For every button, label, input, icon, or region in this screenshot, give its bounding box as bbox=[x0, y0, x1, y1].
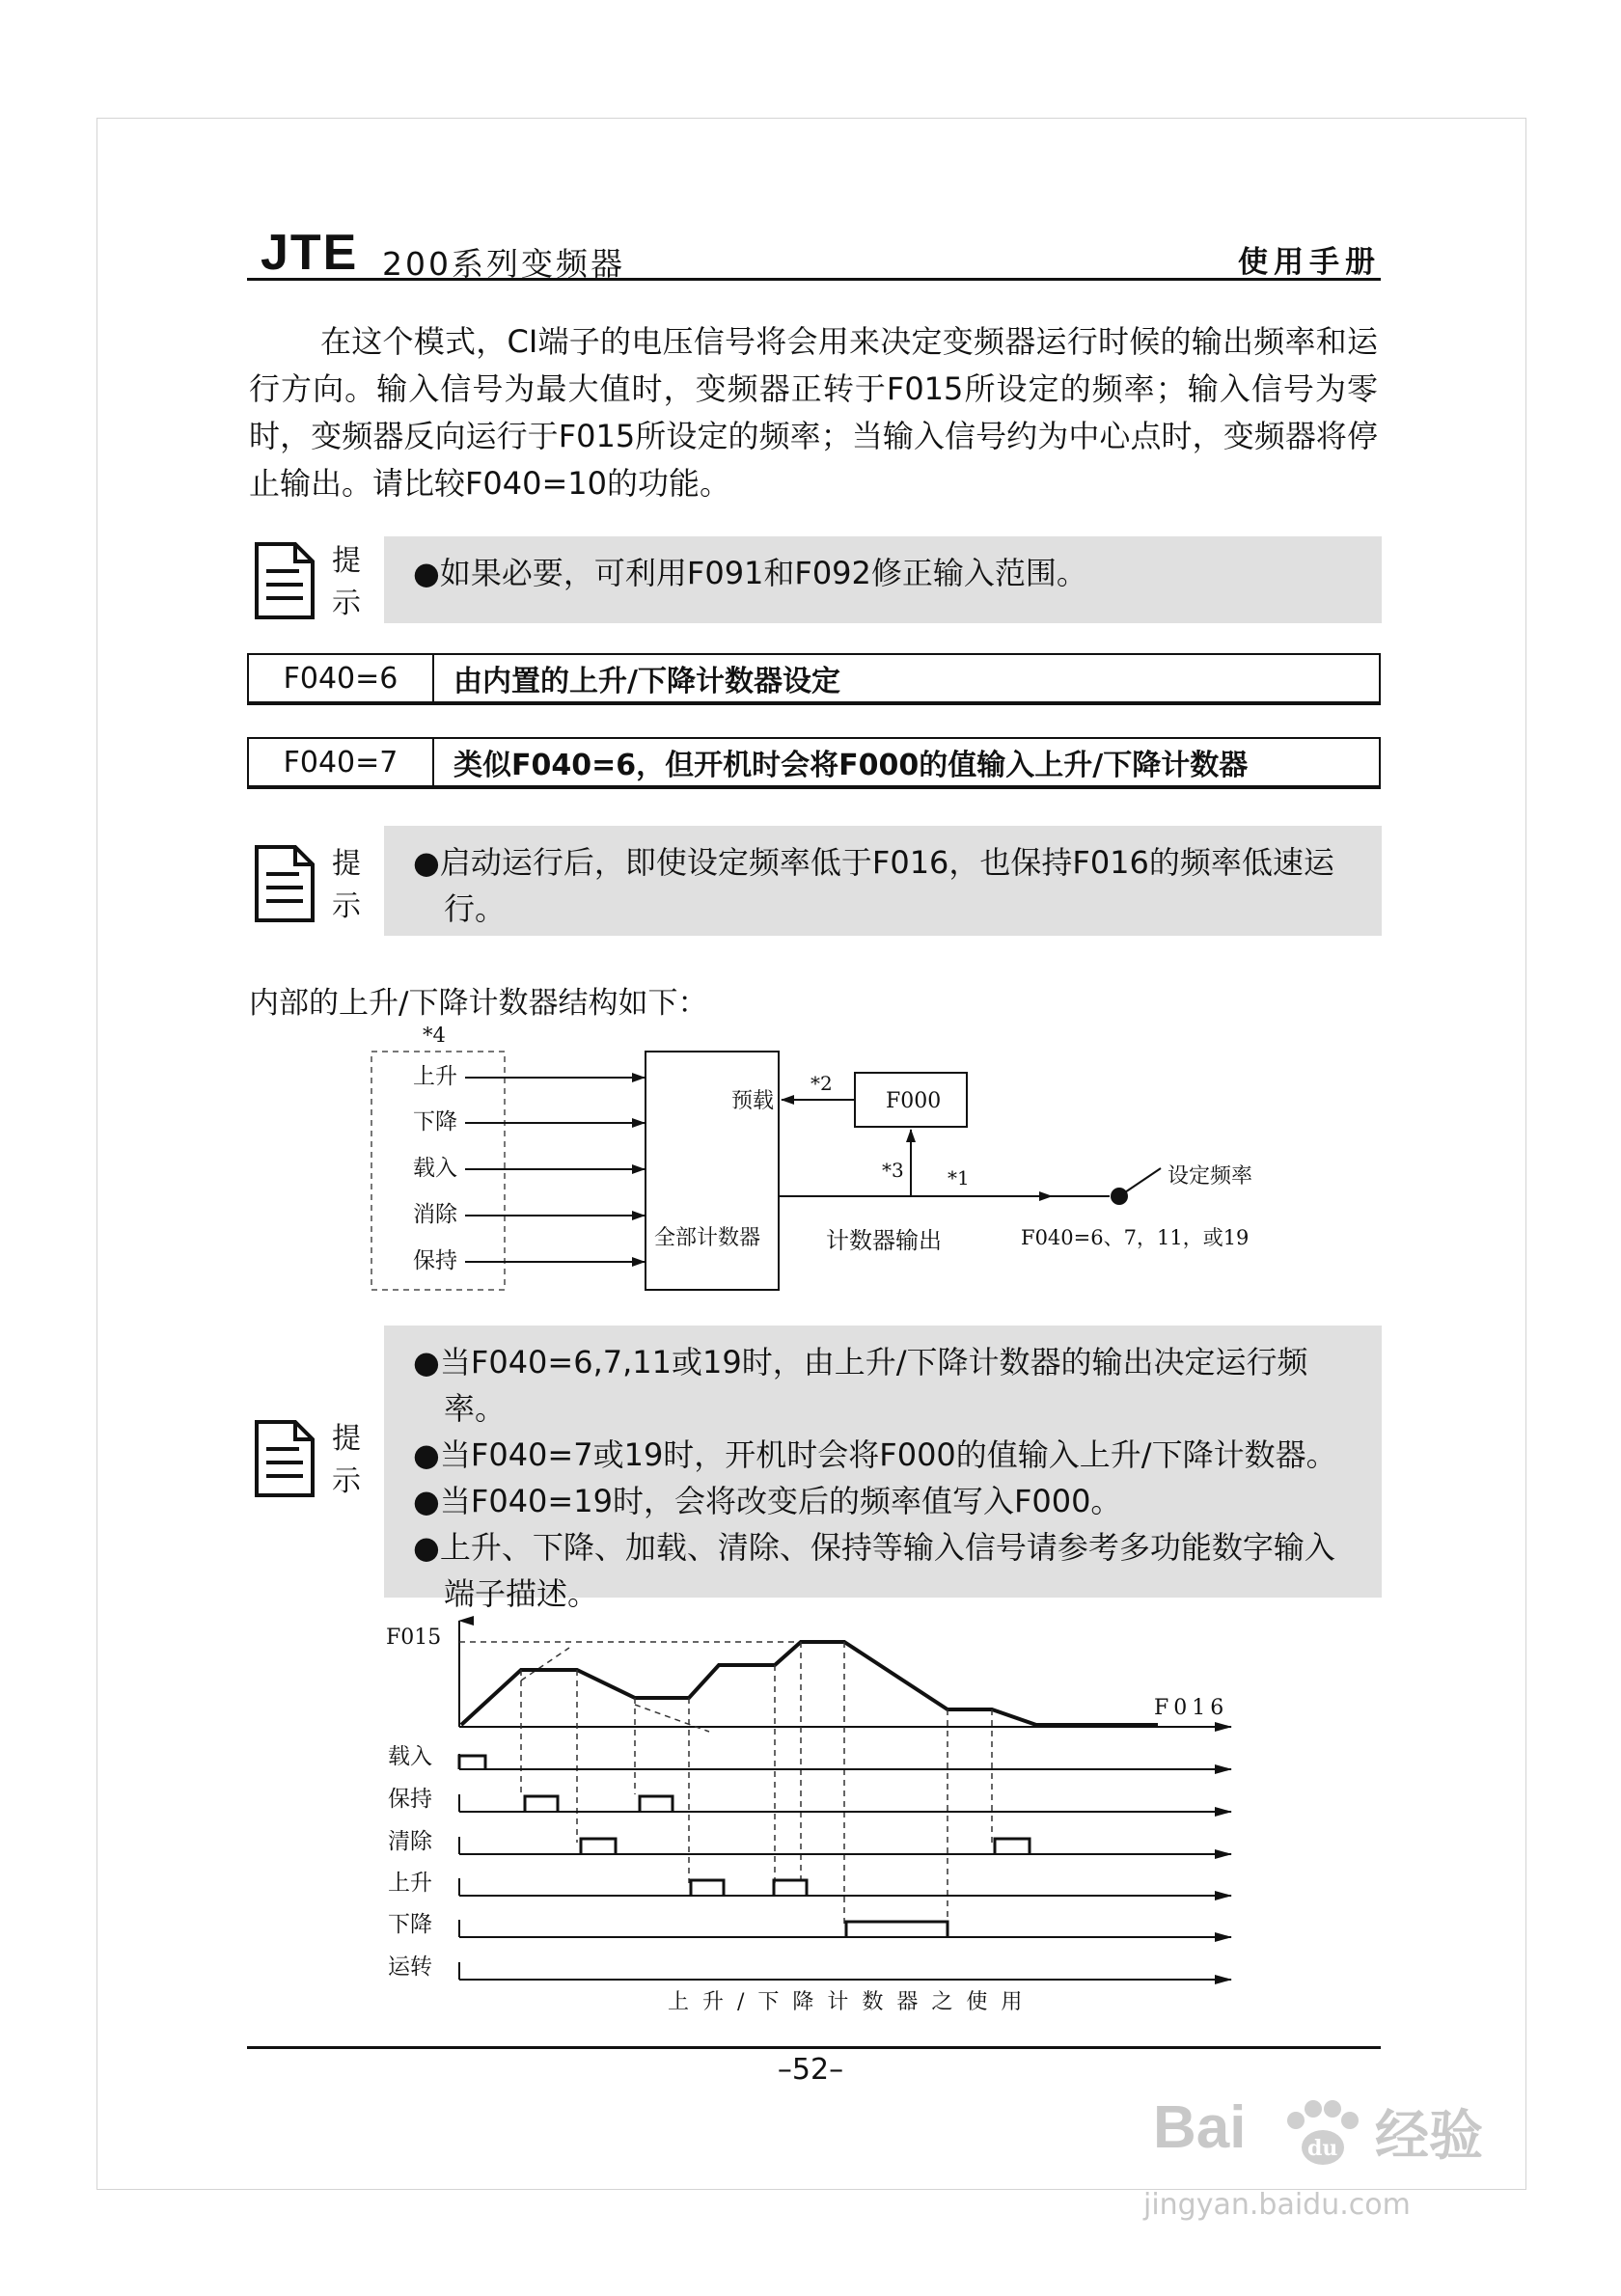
tip-label-bottom: 示 bbox=[332, 587, 361, 620]
series-title: 200系列变频器 bbox=[382, 245, 625, 283]
pulse-clear-1 bbox=[581, 1839, 616, 1854]
function-code: F040=6 bbox=[249, 655, 434, 701]
pulse-hold-1 bbox=[525, 1796, 558, 1812]
note-item: ●如果必要，可利用F091和F092修正输入范围。 bbox=[413, 555, 1087, 591]
tip-label-bottom: 示 bbox=[332, 889, 361, 923]
condition-label: F040=6、7，11，或19 bbox=[1021, 1226, 1250, 1249]
setting-label: 设定频率 bbox=[1168, 1164, 1253, 1189]
timing-guides bbox=[521, 1642, 992, 1925]
counter-label: 全部计数器 bbox=[654, 1226, 761, 1250]
note-item: ●当F040=6,7,11或19时，由上升/下降计数器的输出决定运行频率。 bbox=[413, 1344, 1308, 1427]
signal-down-label: 下降 bbox=[388, 1912, 432, 1937]
manual-title: 使用手册 bbox=[1238, 245, 1381, 280]
input-hold: 保持 bbox=[413, 1248, 457, 1273]
label-1: *1 bbox=[948, 1166, 970, 1189]
svg-text:du: du bbox=[1307, 2136, 1338, 2161]
counter-output-label: 计数器输出 bbox=[826, 1227, 942, 1254]
note-item: ●当F040=7或19时，开机时会将F000的值输入上升/下降计数器。 bbox=[413, 1436, 1337, 1473]
signal-pulses bbox=[459, 1756, 1030, 1937]
input-down: 下降 bbox=[413, 1109, 457, 1134]
watermark-brand-cn: 经验 bbox=[1375, 2105, 1483, 2168]
f016-label: F016 bbox=[1154, 1696, 1229, 1720]
frequency-curve bbox=[461, 1642, 1158, 1725]
pulse-hold-2 bbox=[640, 1796, 673, 1812]
note-item: ●启动运行后，即使设定频率低于F016，也保持F016的频率低速运行。 bbox=[413, 844, 1334, 927]
paw-icon bbox=[1278, 2097, 1365, 2174]
footer-rule bbox=[247, 2046, 1381, 2049]
watermark-brand: Bai bbox=[1153, 2094, 1247, 2161]
pulse-clear-2 bbox=[995, 1839, 1030, 1854]
input-load: 载入 bbox=[413, 1156, 457, 1181]
function-desc: 类似F040=6，但开机时会将F000的值输入上升/下降计数器 bbox=[453, 749, 1249, 782]
brand-logo: JTE bbox=[261, 225, 359, 281]
signal-hold-label: 保持 bbox=[388, 1787, 432, 1812]
input-up: 上升 bbox=[413, 1064, 457, 1089]
page-number: –52– bbox=[777, 2053, 844, 2087]
note-item: ●上升、下降、加载、清除、保持等输入信号请参考多功能数字输入端子描述。 bbox=[413, 1529, 1335, 1612]
timing-caption: 上升/下降计数器之使用 bbox=[668, 1990, 1036, 2014]
pulse-up-2 bbox=[774, 1880, 807, 1896]
label-4: *4 bbox=[423, 1024, 446, 1047]
intro-text: 在这个模式，CI端子的电压信号将会用来决定变频器运行时候的输出频率和运行方向。输入信号为最大值时，变频器正转于F015所设定的频率；输入信号为零时，变频器反向运行于F015所设定的频率；当输入信号约为中心点时，变频器将停止输出。请比较F040=10的功能。 bbox=[249, 323, 1378, 502]
label-2: *2 bbox=[810, 1072, 833, 1095]
f015-label: F015 bbox=[386, 1626, 442, 1650]
baidu-watermark bbox=[1143, 2093, 1520, 2222]
signal-load-label: 载入 bbox=[388, 1744, 432, 1769]
counter-intro: 内部的上升/下降计数器结构如下： bbox=[249, 986, 708, 1021]
watermark-url: jingyan.baidu.com bbox=[1143, 2188, 1411, 2222]
signal-run-label: 运转 bbox=[388, 1954, 432, 1980]
preload-label: 预载 bbox=[731, 1089, 775, 1113]
function-code: F040=7 bbox=[249, 739, 434, 785]
tip-label-bottom: 示 bbox=[332, 1464, 361, 1498]
tip-label-top: 提 bbox=[332, 544, 361, 578]
f000-label: F000 bbox=[886, 1089, 942, 1113]
pulse-load bbox=[459, 1756, 485, 1769]
label-3: *3 bbox=[882, 1159, 904, 1182]
pulse-up-1 bbox=[691, 1880, 724, 1896]
input-clear: 消除 bbox=[413, 1202, 457, 1227]
pulse-down bbox=[846, 1922, 948, 1937]
function-desc: 由内置的上升/下降计数器设定 bbox=[453, 665, 840, 698]
tip-label-top: 提 bbox=[332, 1422, 361, 1456]
note-item: ●当F040=19时，会将改变后的频率值写入F000。 bbox=[413, 1483, 1122, 1519]
tip-label-top: 提 bbox=[332, 847, 361, 881]
signal-up-label: 上升 bbox=[388, 1871, 432, 1896]
signal-clear-label: 清除 bbox=[388, 1829, 432, 1854]
